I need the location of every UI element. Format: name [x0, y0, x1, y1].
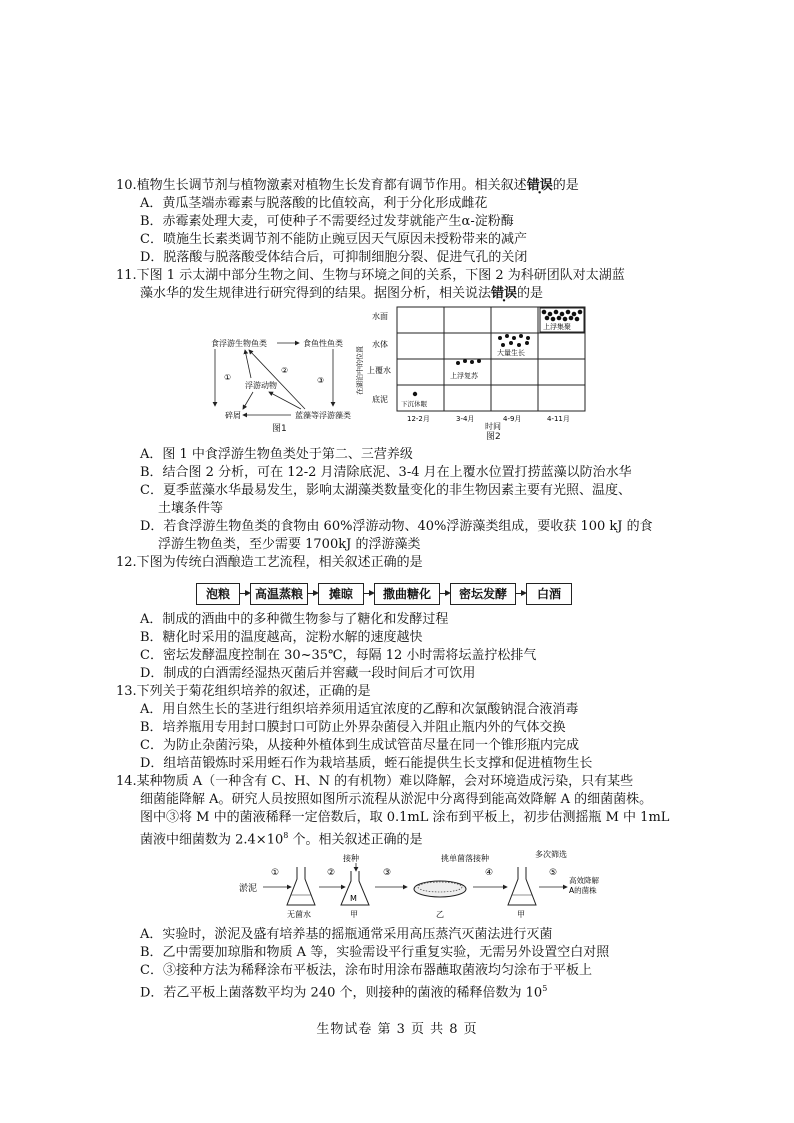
fig1-arrow-zoo-to-fish	[245, 350, 251, 378]
flask-sterile-water	[287, 867, 315, 905]
q13-option-d: D．组培苗锻炼时采用蛭石作为栽培基质，蛭石能提供生长支撑和促进植物生长	[140, 756, 593, 771]
q11-option-d-cont: 浮游生物鱼类，至少需要 1700kJ 的浮游藻类	[158, 537, 421, 552]
q13-option-c: C．为防止杂菌污染，从接种外植体到生成试管苗尽量在同一个锥形瓶内完成	[140, 738, 579, 753]
fig2-x-axis-label: 时间	[485, 422, 501, 431]
fig2-col-1: 12-2月	[407, 415, 430, 423]
fig1-arrow-algae-to-zoo	[269, 392, 301, 409]
q14-option-c: C．③接种方法为稀释涂布平板法，涂布时用涂布器蘸取菌液均匀涂布于平板上	[140, 963, 592, 978]
q10-option-c: C．喷施生长素类调节剂不能防止豌豆因天气原因未授粉带来的减产	[140, 232, 527, 247]
fig2-state-revive: 上浮复苏	[450, 372, 478, 380]
q11-stem-line2: 藻水华的发生规律进行研究得到的结果。据图分析，相关说法错误的是	[140, 286, 544, 301]
q11-option-c: C．夏季蓝藻水华最易发生，影响太湖藻类数量变化的非生物因素主要有光照、温度、	[140, 483, 631, 498]
fig1-node-detritus: 碎屑	[225, 411, 241, 420]
diagram-step-4: ④	[485, 868, 494, 878]
q11-option-a: A．图 1 中食浮游生物鱼类处于第二、三营养级	[140, 447, 413, 462]
fig2-y-axis-label: 在湖泊中的位置	[356, 346, 364, 395]
q14-stem-line3: 图中③将 M 中的菌液稀释一定倍数后，取 0.1mL 涂布到平板上，初步估测摇瓶 M 中 1mL	[140, 810, 670, 825]
fig2-col-3: 4-9月	[503, 415, 522, 423]
q11-figure-1	[205, 330, 355, 425]
fig1-label-1: ①	[224, 373, 232, 382]
fig2-col-2: 3-4月	[456, 415, 475, 423]
fig1-arrow-algae-to-fish	[249, 350, 305, 409]
q11-figure-2	[355, 305, 600, 423]
flow-step-soak: 泡粮	[196, 583, 240, 605]
fig2-row-surface: 水面	[372, 312, 388, 321]
q14-diagram	[235, 845, 605, 923]
diagram-screen: 多次筛选	[535, 850, 567, 859]
q12-option-c: C．密坛发酵温度控制在 30~35℃，每隔 12 小时需将坛盖拧松排气	[140, 648, 537, 663]
diagram-step-1: ①	[271, 868, 280, 878]
fig2-state-aggregate: 上浮集聚	[543, 323, 571, 331]
fig1-node-zooplankton: 浮游动物	[245, 381, 277, 390]
q12-stem: 12.下图为传统白酒酿造工艺流程，相关叙述正确的是	[116, 555, 423, 570]
q11-option-b: B．结合图 2 分析，可在 12-2 月清除底泥、3-4 月在上覆水位置打捞蓝藻以防治水华	[140, 465, 632, 480]
fig1-node-carnivore: 食鱼性鱼类	[303, 339, 343, 348]
fig2-caption: 图2	[486, 432, 501, 442]
flask-m-label: 甲	[350, 910, 358, 919]
flow-step-ferment: 密坛发酵	[450, 583, 516, 605]
diagram-result-line1: 高效降解	[569, 876, 599, 885]
page-footer: 生物试卷 第 3 页 共 8 页	[316, 1022, 478, 1037]
flow-step-liquor: 白酒	[526, 583, 572, 605]
diagram-result-line2: A的菌株	[569, 886, 597, 895]
flask-jia-2	[508, 867, 536, 905]
fig1-label-3: ③	[317, 376, 325, 385]
q13-stem: 13.下列关于菊花组织培养的叙述，正确的是	[116, 684, 371, 699]
q13-option-a: A．用自然生长的茎进行组织培养须用适宜浓度的乙醇和次氯酸钠混合液消毒	[140, 702, 579, 717]
q14-stem-line2: 细菌能降解 A。研究人员按照如图所示流程从淤泥中分离得到能高效降解 A 的细菌菌株。	[140, 792, 653, 807]
q12-option-a: A．制成的酒曲中的多种微生物参与了糖化和发酵过程	[140, 612, 449, 627]
fig2-row-sediment: 底泥	[372, 395, 388, 404]
diagram-start: 淤泥	[239, 884, 258, 894]
fig2-state-dormant: 下沉休眠	[401, 400, 427, 408]
q13-option-b: B．培养瓶用专用封口膜封口可防止外界杂菌侵入并阻止瓶内外的气体交换	[140, 720, 566, 735]
flow-arrow-1	[239, 593, 249, 594]
petri-dish-label: 乙	[436, 910, 444, 919]
fig1-arrow-zoo-to-detritus	[243, 392, 253, 409]
fig1-node-fish: 食浮游生物鱼类	[211, 339, 267, 348]
q11-option-d: D．若食浮游生物鱼类的食物由 60%浮游动物、40%浮游藻类组成，要收获 100 kJ 的食	[140, 519, 653, 534]
flow-arrow-5	[515, 593, 525, 594]
diagram-pick: 挑单菌落接种	[441, 854, 489, 863]
flow-arrow-4	[439, 593, 449, 594]
flask-sterile-water-label: 无菌水	[287, 910, 311, 919]
diagram-inoculate: 接种	[343, 854, 359, 863]
q14-stem-line1: 14.某种物质 A（一种含有 C、H、N 的有机物）难以降解，会对环境造成污染，只有某些	[116, 774, 634, 789]
q10-option-a: A．黄瓜茎端赤霉素与脱落酸的比值较高，利于分化形成雌花	[140, 196, 488, 211]
fig1-caption: 图1	[272, 424, 287, 434]
q14-option-a: A．实验时，淤泥及盛有培养基的摇瓶通常采用高压蒸汽灭菌法进行灭菌	[140, 927, 553, 942]
q10-option-b: B．赤霉素处理大麦，可使种子不需要经过发芽就能产生α-淀粉酶	[140, 214, 514, 229]
fig2-row-overlying: 上覆水	[367, 366, 391, 375]
q14-option-d: D．若乙平板上菌落数平均为 240 个，则接种的菌液的稀释倍数为 $10^5$	[140, 984, 548, 1001]
flow-step-cool: 摊晾	[318, 583, 364, 605]
q11-stem-line1: 11.下图 1 示太湖中部分生物之间、生物与环境之间的关系，下图 2 为科研团队对太湖蓝	[116, 268, 625, 283]
flask-jia-2-label: 甲	[517, 910, 525, 919]
diagram-step-2: ②	[327, 868, 336, 878]
fig2-row-water: 水体	[372, 340, 388, 349]
q12-option-b: B．糖化时采用的温度越高，淀粉水解的速度越快	[140, 630, 423, 645]
q10-option-d: D．脱落酸与脱落酸受体结合后，可抑制细胞分裂、促进气孔的关闭	[140, 250, 528, 265]
flow-step-saccharify: 撒曲糖化	[374, 583, 440, 605]
fig2-state-growth: 大量生长	[497, 349, 525, 357]
petri-dish	[414, 881, 466, 897]
flow-arrow-3	[363, 593, 373, 594]
fig2-col-4: 4-11月	[547, 415, 570, 423]
flask-m-letter: M	[350, 894, 357, 903]
q12-option-d: D．制成的白酒需经湿热灭菌后并窖藏一段时间后才可饮用	[140, 666, 476, 681]
flow-arrow-2	[307, 593, 317, 594]
q14-stem-line4: 菌液中细菌数为 $2.4\times 10^8$ 个。相关叙述正确的是	[140, 831, 423, 848]
q11-emphasis: 错误	[491, 286, 518, 301]
q10-emphasis: 错误	[526, 178, 553, 193]
fig1-label-2: ②	[281, 366, 289, 375]
q10-stem: 10.植物生长调节剂与植物激素对植物生长发育都有调节作用。相关叙述错误的是	[116, 178, 579, 193]
fig1-node-algae: 蓝藻等浮游藻类	[295, 411, 351, 420]
flow-step-steam: 高温蒸粮	[250, 583, 308, 605]
diagram-step-3: ③	[383, 868, 392, 878]
q11-option-c-cont: 土壤条件等	[158, 501, 224, 516]
diagram-step-5: ⑤	[549, 868, 558, 878]
q14-option-b: B．乙中需要加琼脂和物质 A 等，实验需设平行重复实验，无需另外设置空白对照	[140, 945, 610, 960]
